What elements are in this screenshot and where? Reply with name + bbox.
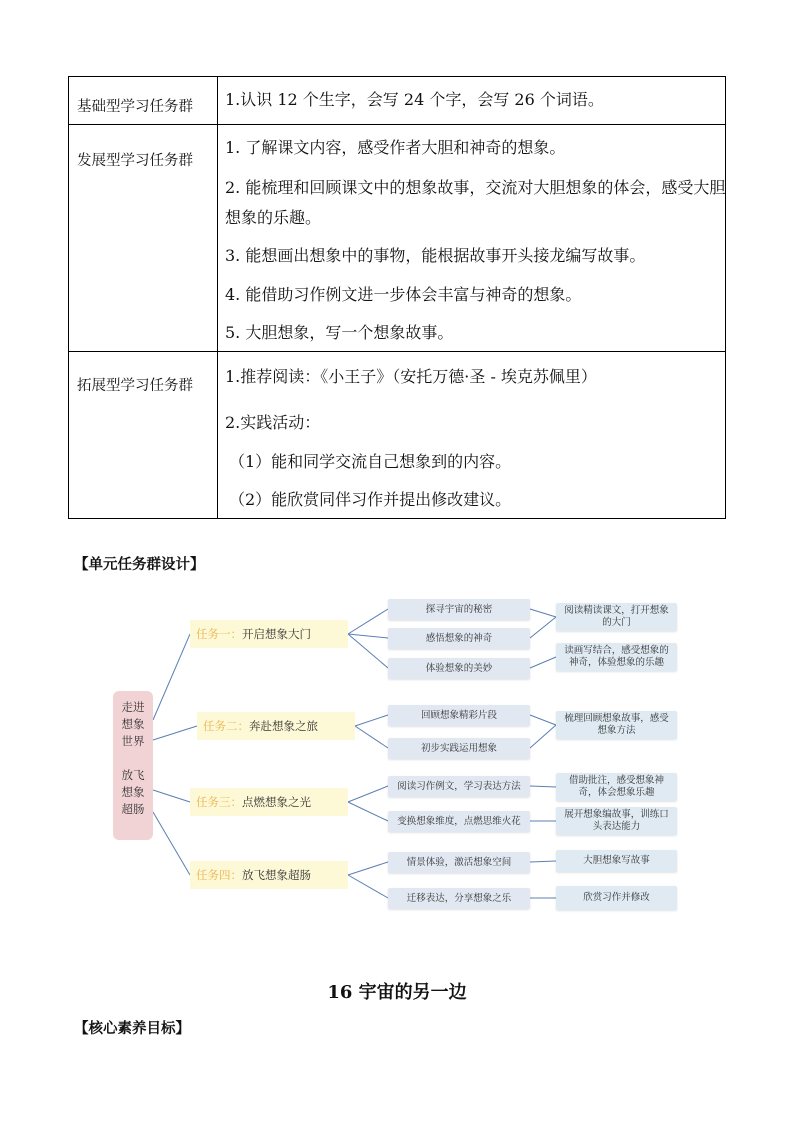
mindmap-activity: 迁移表达，分享想象之乐 — [388, 888, 530, 909]
list-item: 1. 了解课文内容，感受作者大胆和神奇的想象。 — [225, 138, 566, 157]
root-text: 超肠 — [121, 802, 145, 816]
task-tag: 任务二： — [203, 719, 249, 733]
mindmap-goal: 读画写结合，感受想象的神奇，体验想象的乐趣 — [556, 643, 677, 671]
connector-line — [153, 726, 197, 740]
connector-line — [355, 715, 388, 726]
task-name: 放飞想象超肠 — [242, 868, 311, 882]
mindmap-root — [113, 691, 153, 840]
mindmap-activity: 探寻宇宙的秘密 — [388, 599, 530, 620]
connector-line — [530, 786, 556, 787]
mindmap-goal: 梳理回顾想象故事，感受想象方法 — [556, 711, 677, 739]
list-item: （2）能欣赏同伴习作并提出修改建议。 — [229, 490, 512, 509]
task-tag: 任务一： — [196, 627, 242, 641]
mindmap-activity: 阅读习作例文，学习表达方法 — [388, 776, 530, 797]
list-item: 3. 能想画出想象中的事物，能根据故事开头接龙编写故事。 — [225, 246, 646, 265]
table-row — [69, 125, 726, 352]
connector-line — [530, 861, 556, 862]
connector-line — [348, 802, 388, 821]
mindmap-activity: 体验想象的美妙 — [388, 658, 530, 679]
list-item: 2. 能梳理和回顾课文中的想象故事，交流对大胆想象的体会，感受大胆 — [225, 178, 726, 197]
category-label: 发展型学习任务群 — [77, 153, 193, 169]
list-item: 2.实践活动： — [225, 413, 321, 432]
mindmap-activity: 情景体验，激活想象空间 — [388, 852, 530, 873]
lesson-title: 16 宇宙的另一边 — [327, 982, 467, 1003]
mindmap-goal: 阅读精读课文，打开想象的大门 — [556, 603, 677, 631]
connector-line — [530, 715, 556, 725]
connector-line — [348, 862, 388, 875]
connector-line — [530, 725, 556, 748]
list-item: 5. 大胆想象，写一个想象故事。 — [225, 323, 454, 342]
section-heading-core-goals: 【核心素养目标】 — [74, 1021, 190, 1037]
connector-line — [153, 634, 190, 720]
connector-line — [530, 609, 556, 617]
category-cell — [69, 77, 218, 125]
list-item: 1.推荐阅读：《小王子》（安托万德·圣 - 埃克苏佩里） — [225, 367, 597, 386]
category-cell — [69, 352, 218, 519]
mindmap-task-4 — [190, 861, 348, 889]
root-text: 放飞 — [121, 768, 145, 782]
root-text: 想象 — [121, 717, 145, 731]
mindmap-activity: 变换想象维度，点燃思维火花 — [388, 811, 530, 832]
mindmap-task-1 — [190, 620, 348, 648]
mindmap-activity: 初步实践运用想象 — [388, 738, 530, 759]
mindmap-goal: 欣赏习作并修改 — [556, 886, 677, 910]
connector-line — [153, 790, 190, 802]
task-name: 奔赴想象之旅 — [249, 719, 318, 733]
category-cell — [69, 125, 218, 352]
task-name: 点燃想象之光 — [242, 795, 311, 809]
mindmap-activity: 感悟想象的神奇 — [388, 628, 530, 649]
mindmap-task-3 — [190, 788, 348, 816]
mindmap-activity: 回顾想象精彩片段 — [388, 705, 530, 726]
connector-line — [153, 812, 190, 875]
list-item: 1.认识 12 个生字，会写 24 个字，会写 26 个词语。 — [225, 90, 604, 109]
mindmap-task-2 — [197, 712, 355, 740]
root-text: 走进 — [121, 700, 145, 714]
list-item: （1）能和同学交流自己想象到的内容。 — [229, 452, 512, 471]
task-name: 开启想象大门 — [242, 627, 311, 641]
connector-line — [355, 726, 388, 748]
mindmap-goal: 展开想象编故事，训练口头表达能力 — [556, 807, 677, 835]
connector-line — [348, 634, 388, 638]
list-item: 想象的乐趣。 — [225, 208, 322, 227]
root-text: 想象 — [121, 785, 145, 799]
mindmap-goal: 借助批注，感受想象神奇，体会想象乐趣 — [556, 773, 677, 801]
connector-line — [530, 617, 556, 638]
connector-line — [348, 875, 388, 898]
connector-line — [348, 634, 388, 668]
category-label: 拓展型学习任务群 — [77, 378, 193, 394]
list-item: 4. 能借助习作例文进一步体会丰富与神奇的想象。 — [225, 285, 582, 304]
root-text: 世界 — [121, 734, 145, 748]
mindmap-goal: 大胆想象写故事 — [556, 850, 677, 872]
task-tag: 任务四： — [196, 868, 242, 882]
section-heading-unit-design: 【单元任务群设计】 — [74, 557, 205, 573]
task-tag: 任务三： — [196, 795, 242, 809]
connector-line — [348, 786, 388, 802]
content-cell — [218, 125, 726, 352]
category-label: 基础型学习任务群 — [77, 99, 193, 115]
root-text — [113, 750, 153, 767]
connector-line — [530, 657, 556, 668]
connector-line — [348, 609, 388, 634]
